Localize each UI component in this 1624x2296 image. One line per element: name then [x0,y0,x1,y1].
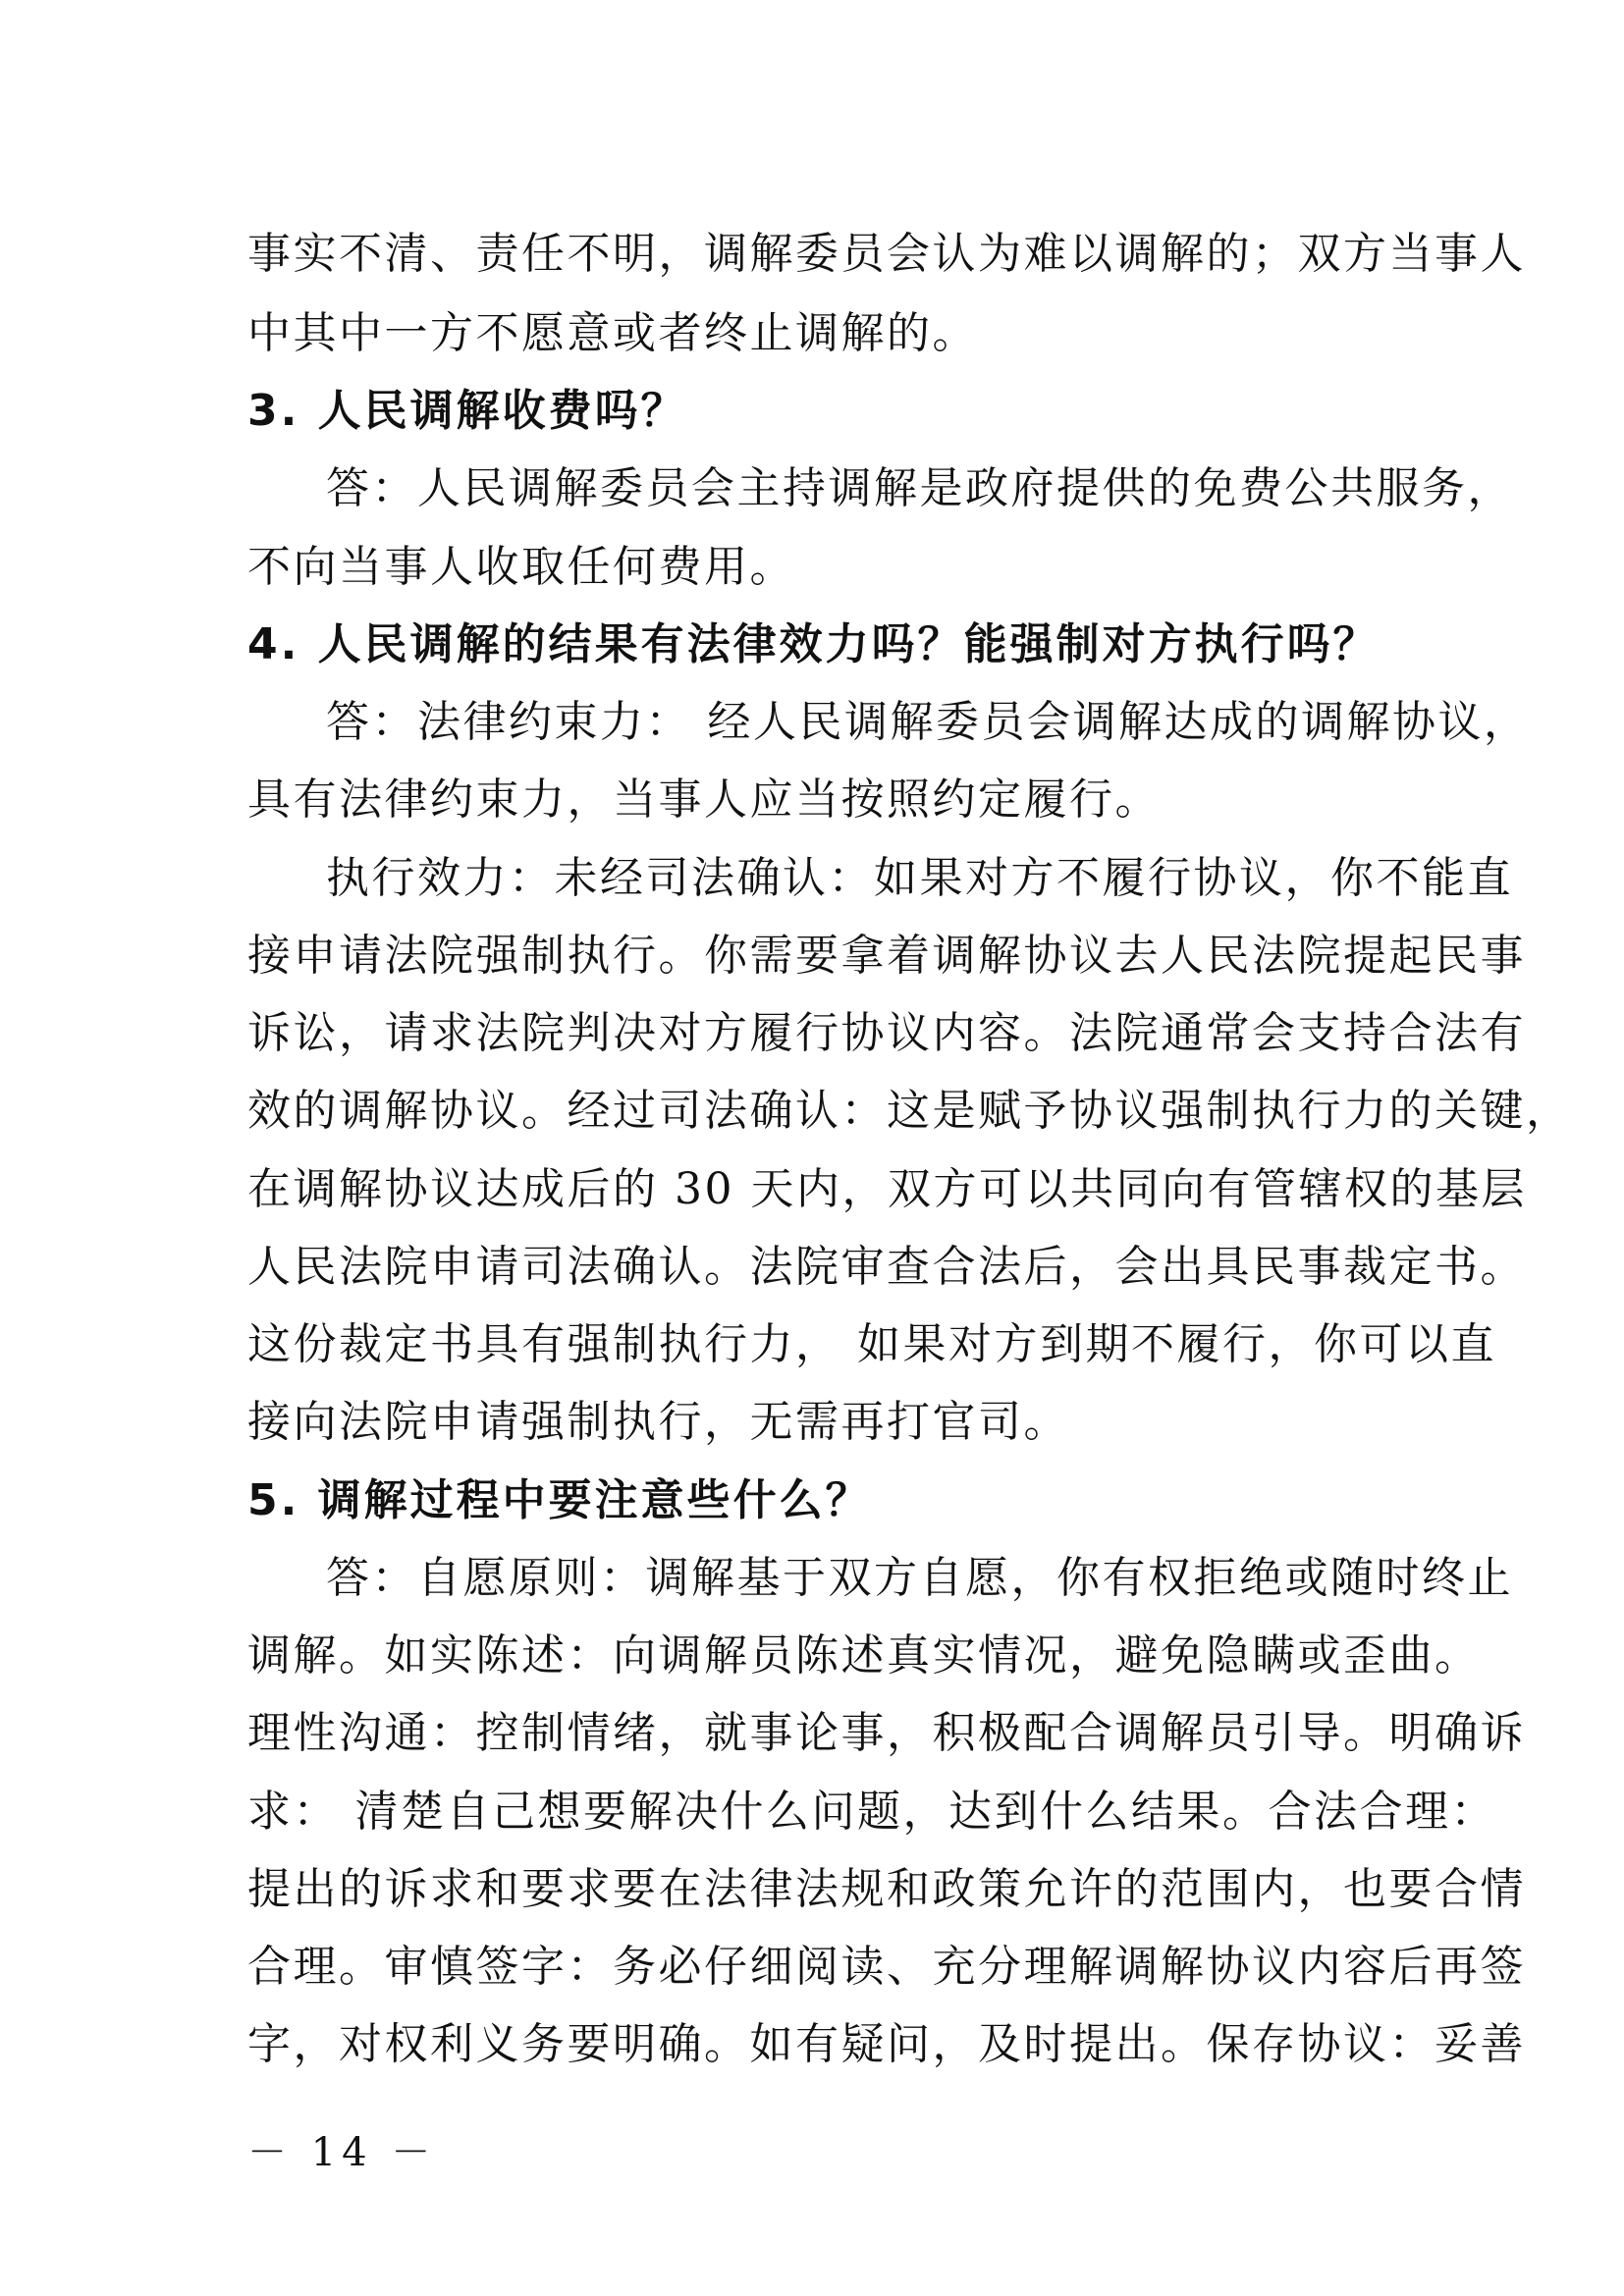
question-heading-4: 4. 人民调解的结果有法律效力吗？能强制对方执行吗？ [247,619,1380,669]
paragraph-line: 提出的诉求和要求要在法律法规和政策允许的范围内，也要合情 [247,1864,1526,1914]
paragraph-line: 接向法院申请强制执行，无需再打官司。 [247,1397,1069,1447]
answer-line: 答：法律约束力： 经人民调解委员会调解达成的调解协议， [326,697,1530,747]
paragraph-line: 人民法院申请司法确认。法院审查合法后，会出具民事裁定书。 [247,1242,1526,1292]
paragraph-line: 中其中一方不愿意或者终止调解的。 [247,308,978,358]
paragraph-line: 合理。审慎签字：务必仔细阅读、充分理解调解协议内容后再签 [247,1942,1526,1992]
answer-line: 答：自愿原则：调解基于双方自愿，你有权拒绝或随时终止 [326,1553,1513,1603]
page-number: － 14 － [247,2130,437,2175]
paragraph-line: 执行效力：未经司法确认：如果对方不履行协议，你不能直 [326,853,1513,903]
paragraph-line: 求： 清楚自己想要解决什么问题，达到什么结果。合法合理： [247,1787,1496,1837]
answer-line: 答：人民调解委员会主持调解是政府提供的免费公共服务， [326,463,1513,513]
paragraph-line: 调解。如实陈述：向调解员陈述真实情况，避免隐瞒或歪曲。 [247,1630,1481,1681]
paragraph-line: 具有法律约束力，当事人应当按照约定履行。 [247,774,1161,825]
paragraph-line: 事实不清、责任不明，调解委员会认为难以调解的；双方当事人 [247,229,1526,279]
paragraph-line: 效的调解协议。经过司法确认：这是赋予协议强制执行力的关键， [247,1086,1572,1136]
paragraph-line: 接申请法院强制执行。你需要拿着调解协议去人民法院提起民事 [247,931,1526,981]
paragraph-line: 字，对权利义务要明确。如有疑问，及时提出。保存协议：妥善 [247,2019,1526,2069]
paragraph-line: 这份裁定书具有强制执行力， 如果对方到期不履行，你可以直 [247,1319,1496,1369]
paragraph-line: 在调解协议达成后的 30 天内，双方可以共同向有管辖权的基层 [247,1164,1527,1214]
question-heading-3: 3. 人民调解收费吗？ [247,386,687,436]
question-heading-5: 5. 调解过程中要注意些什么？ [247,1475,872,1525]
paragraph-line: 理性沟通：控制情绪，就事论事，积极配合调解员引导。明确诉 [247,1708,1526,1758]
paragraph-line: 不向当事人收取任何费用。 [247,542,795,592]
paragraph-line: 诉讼，请求法院判决对方履行协议内容。法院通常会支持合法有 [247,1008,1526,1058]
